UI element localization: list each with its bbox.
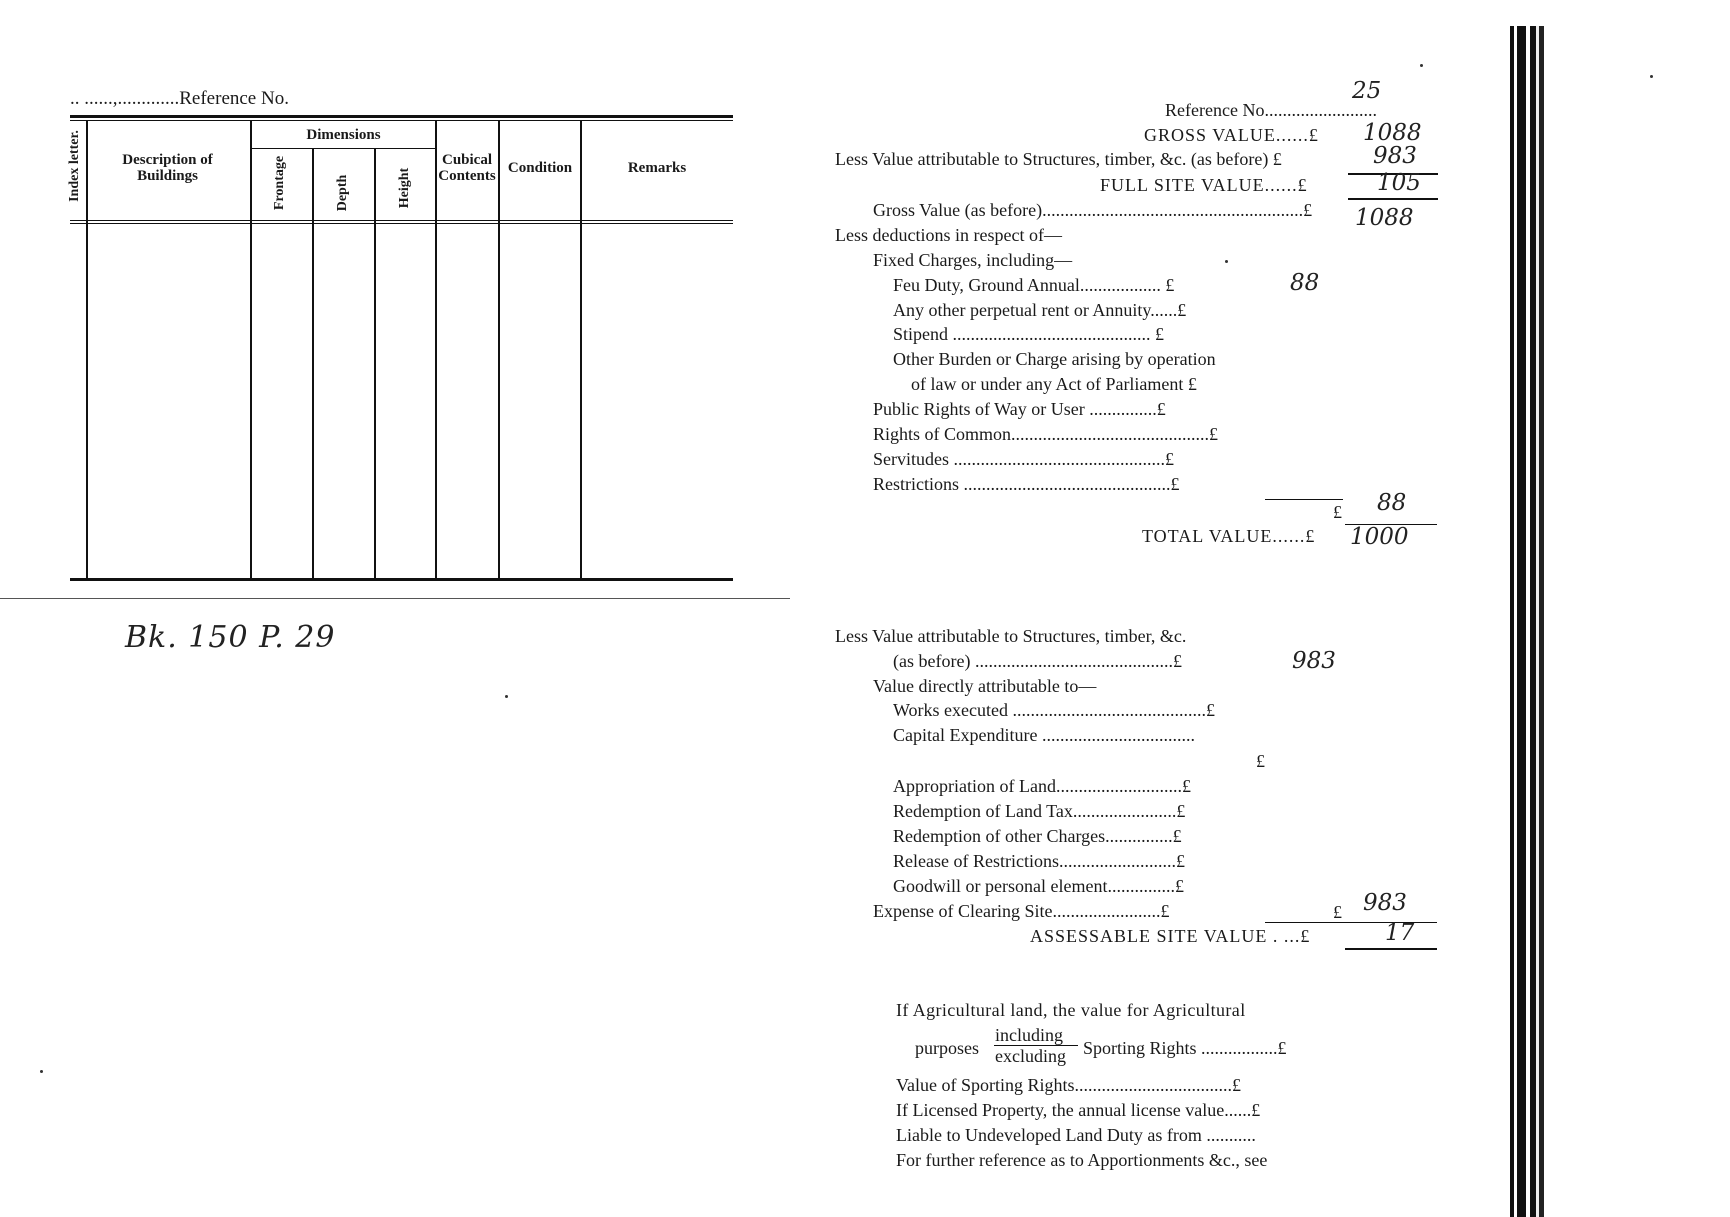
scan-speck	[40, 1070, 43, 1073]
col-divider	[498, 120, 500, 580]
less-structures-value: 983	[1373, 143, 1417, 169]
sporting-label: Sporting Rights .................£	[1083, 1038, 1287, 1058]
deductions-total-value: 88	[1377, 490, 1407, 516]
reference-no-value: 25	[1352, 78, 1382, 104]
less-structures-label-2: (as before) ............................................£	[893, 651, 1182, 671]
sporting-value-label: Value of Sporting Rights...................................£	[896, 1075, 1241, 1095]
page-fold-rule	[0, 598, 790, 599]
sum-rule	[1345, 948, 1437, 950]
full-site-label: FULL SITE VALUE......£	[1100, 175, 1308, 195]
handwritten-book-page: Bk. 150 P. 29	[125, 620, 336, 655]
subtotal-value: 983	[1363, 890, 1407, 916]
header-depth: Depth	[335, 174, 350, 212]
gross-value: 1088	[1363, 120, 1422, 146]
capital-pound: £	[1256, 751, 1265, 771]
public-rights-label: Public Rights of Way or User ...............£	[873, 399, 1166, 419]
full-site-value: 105	[1377, 170, 1421, 196]
col-divider	[374, 148, 376, 580]
col-divider	[86, 120, 88, 580]
header-index-letter: Index letter.	[67, 130, 82, 202]
scanner-edge-strip	[1506, 26, 1550, 1217]
including-label: including	[995, 1025, 1063, 1045]
further-label: For further reference as to Apportionments &c., see	[896, 1150, 1268, 1170]
header-frontage: Frontage	[272, 155, 287, 211]
sum-rule	[1348, 198, 1438, 200]
perpetual-rent-label: Any other perpetual rent or Annuity......£	[893, 300, 1187, 320]
header-remarks: Remarks	[627, 160, 687, 176]
other-charges-label: Redemption of other Charges...............£	[893, 826, 1182, 846]
table-bottom-rule	[70, 578, 733, 581]
reference-no-label: Reference No.........................	[1165, 100, 1377, 120]
feu-duty-value: 88	[1290, 270, 1320, 296]
gross-as-before-value: 1088	[1355, 205, 1414, 231]
assessable-label: ASSESSABLE SITE VALUE . ...£	[1030, 926, 1311, 946]
col-divider	[250, 120, 252, 580]
land-tax-label: Redemption of Land Tax.......................£	[893, 801, 1186, 821]
sum-rule	[1265, 499, 1343, 500]
feu-duty-label: Feu Duty, Ground Annual.................. £	[893, 275, 1175, 295]
less-deductions-label: Less deductions in respect of—	[835, 225, 1062, 245]
stipend-label: Stipend ............................................ £	[893, 324, 1165, 344]
clearing-label: Expense of Clearing Site........................£	[873, 901, 1170, 921]
header-dimensions: Dimensions	[306, 127, 381, 143]
less-structures-label-1: Less Value attributable to Structures, timber, &c.	[835, 626, 1187, 646]
rights-common-label: Rights of Common............................................£	[873, 424, 1219, 444]
gross-value-label: GROSS VALUE......£	[1144, 125, 1319, 145]
appropriation-label: Appropriation of Land............................£	[893, 776, 1191, 796]
header-description: Description of Buildings	[122, 152, 213, 184]
fixed-charges-label: Fixed Charges, including—	[873, 250, 1073, 270]
goodwill-label: Goodwill or personal element...............£	[893, 876, 1184, 896]
agricultural-line-1: If Agricultural land, the value for Agricultural	[896, 1000, 1246, 1020]
licensed-label: If Licensed Property, the annual license value......£	[896, 1100, 1261, 1120]
capital-label: Capital Expenditure ..................................	[893, 725, 1195, 745]
works-label: Works executed ...........................................£	[893, 700, 1216, 720]
purposes-label: purposes	[915, 1038, 979, 1058]
other-burden-label-1: Other Burden or Charge arising by operation	[893, 349, 1216, 369]
scan-speck	[1225, 260, 1228, 263]
assessable-value: 17	[1385, 920, 1415, 946]
release-label: Release of Restrictions..........................£	[893, 851, 1185, 871]
col-divider	[312, 148, 314, 580]
table-top-rule	[70, 115, 733, 118]
restrictions-label: Restrictions ..............................................£	[873, 474, 1180, 494]
scan-speck	[1650, 75, 1653, 78]
table-top-rule-thin	[70, 120, 733, 121]
deductions-total-pound: £	[1333, 502, 1342, 522]
servitudes-label: Servitudes ...............................................£	[873, 449, 1174, 469]
undeveloped-label: Liable to Undeveloped Land Duty as from ...........	[896, 1125, 1256, 1145]
col-divider	[580, 120, 582, 580]
header-cubical: Cubical Contents	[438, 152, 496, 184]
total-value-label: TOTAL VALUE......£	[1142, 526, 1316, 546]
header-height: Height	[397, 167, 412, 209]
scan-speck	[1420, 64, 1423, 67]
less-structures-value: 983	[1292, 648, 1336, 674]
less-structures-label: Less Value attributable to Structures, timber, &c. (as before) £	[835, 149, 1282, 169]
directly-label: Value directly attributable to—	[873, 676, 1097, 696]
reference-no-label: .. ......,.............Reference No.	[70, 88, 289, 109]
subtotal-pound: £	[1333, 902, 1342, 922]
total-value: 1000	[1350, 524, 1409, 550]
excluding-label: excluding	[995, 1046, 1066, 1066]
col-divider	[435, 120, 437, 580]
scan-speck	[505, 695, 508, 698]
header-condition: Condition	[507, 160, 573, 176]
other-burden-label-2: of law or under any Act of Parliament £	[911, 374, 1197, 394]
gross-as-before-label: Gross Value (as before)..........................................................£	[873, 200, 1313, 220]
